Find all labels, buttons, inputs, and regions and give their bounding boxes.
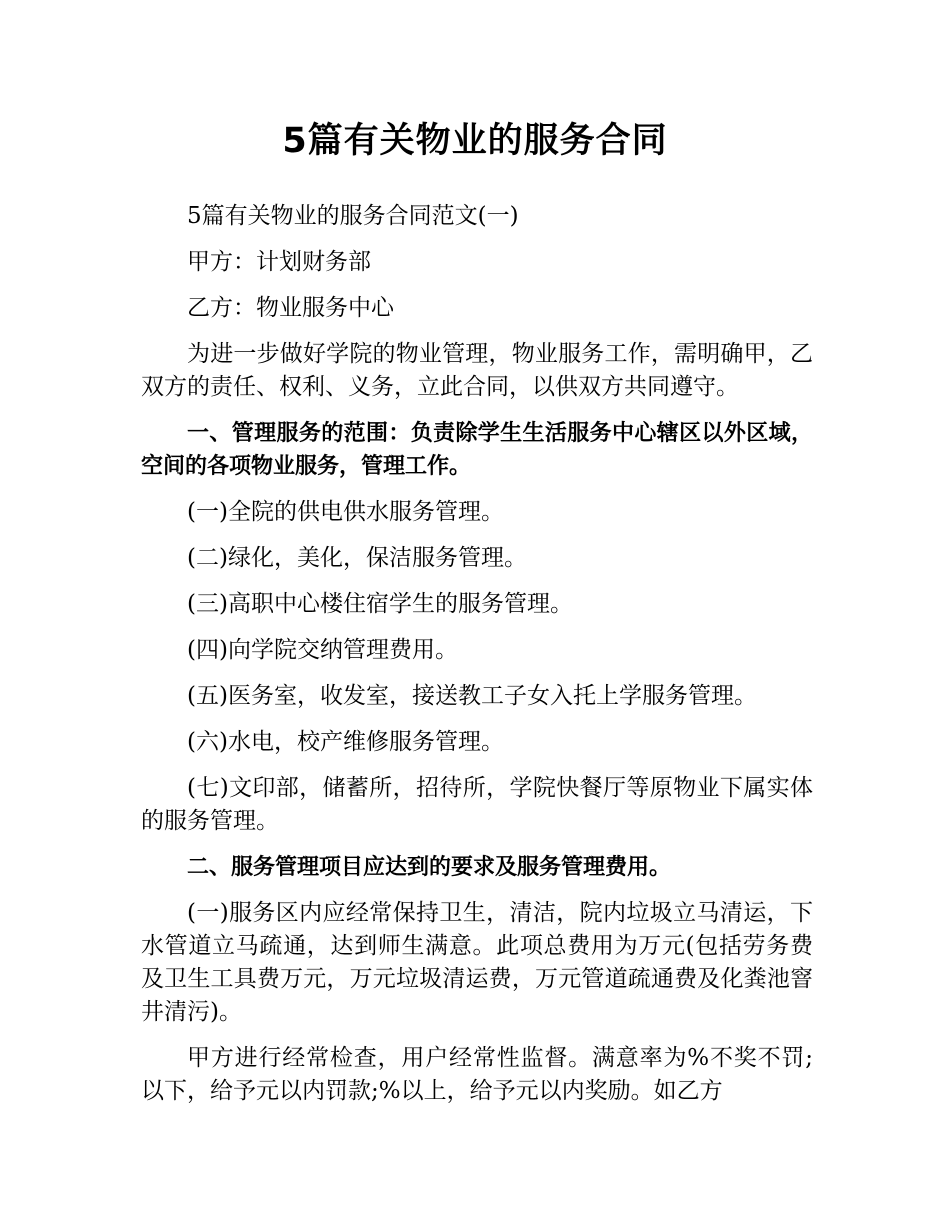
paragraph-party-b: 乙方：物业服务中心 xyxy=(187,295,394,321)
paragraph-inspection: 甲方进行经常检查，用户经常性监督。满意率为%不奖不罚;以下，给予元以内罚款;%以上，给予元以内奖励。如乙方 xyxy=(141,1045,813,1104)
list-item: (二)绿化，美化，保洁服务管理。 xyxy=(187,545,527,571)
list-item: (五)医务室，收发室，接送教工子女入托上学服务管理。 xyxy=(187,683,757,709)
document-body xyxy=(141,200,813,1121)
list-item: (一)服务区内应经常保持卫生，清洁，院内垃圾立马清运，下水管道立马疏通，达到师生满意。此项总费用为万元(包括劳务费及卫生工具费万元，万元垃圾清运费，万元管道疏通费及化粪池窨井清污)。 xyxy=(141,900,813,1025)
paragraph-subtitle: 5篇有关物业的服务合同范文(一) xyxy=(187,203,519,229)
paragraph-party-a: 甲方：计划财务部 xyxy=(187,249,371,275)
list-item: (一)全院的供电供水服务管理。 xyxy=(187,499,504,525)
section-heading-2: 二、服务管理项目应达到的要求及服务管理费用。 xyxy=(187,855,672,880)
paragraph-intro: 为进一步做好学院的物业管理，物业服务工作，需明确甲，乙双方的责任、权利、义务，立此合同，以供双方共同遵守。 xyxy=(141,341,813,400)
list-item: (七)文印部，储蓄所，招待所，学院快餐厅等原物业下属实体的服务管理。 xyxy=(141,775,813,834)
document-title: 5篇有关物业的服务合同 xyxy=(282,121,668,161)
section-heading-1: 一、管理服务的范围：负责除学生生活服务中心辖区以外区域，空间的各项物业服务，管理工作。 xyxy=(141,421,813,479)
list-item: (六)水电，校产维修服务管理。 xyxy=(187,729,504,755)
list-item: (三)高职中心楼住宿学生的服务管理。 xyxy=(187,591,573,617)
list-item: (四)向学院交纳管理费用。 xyxy=(187,637,458,663)
